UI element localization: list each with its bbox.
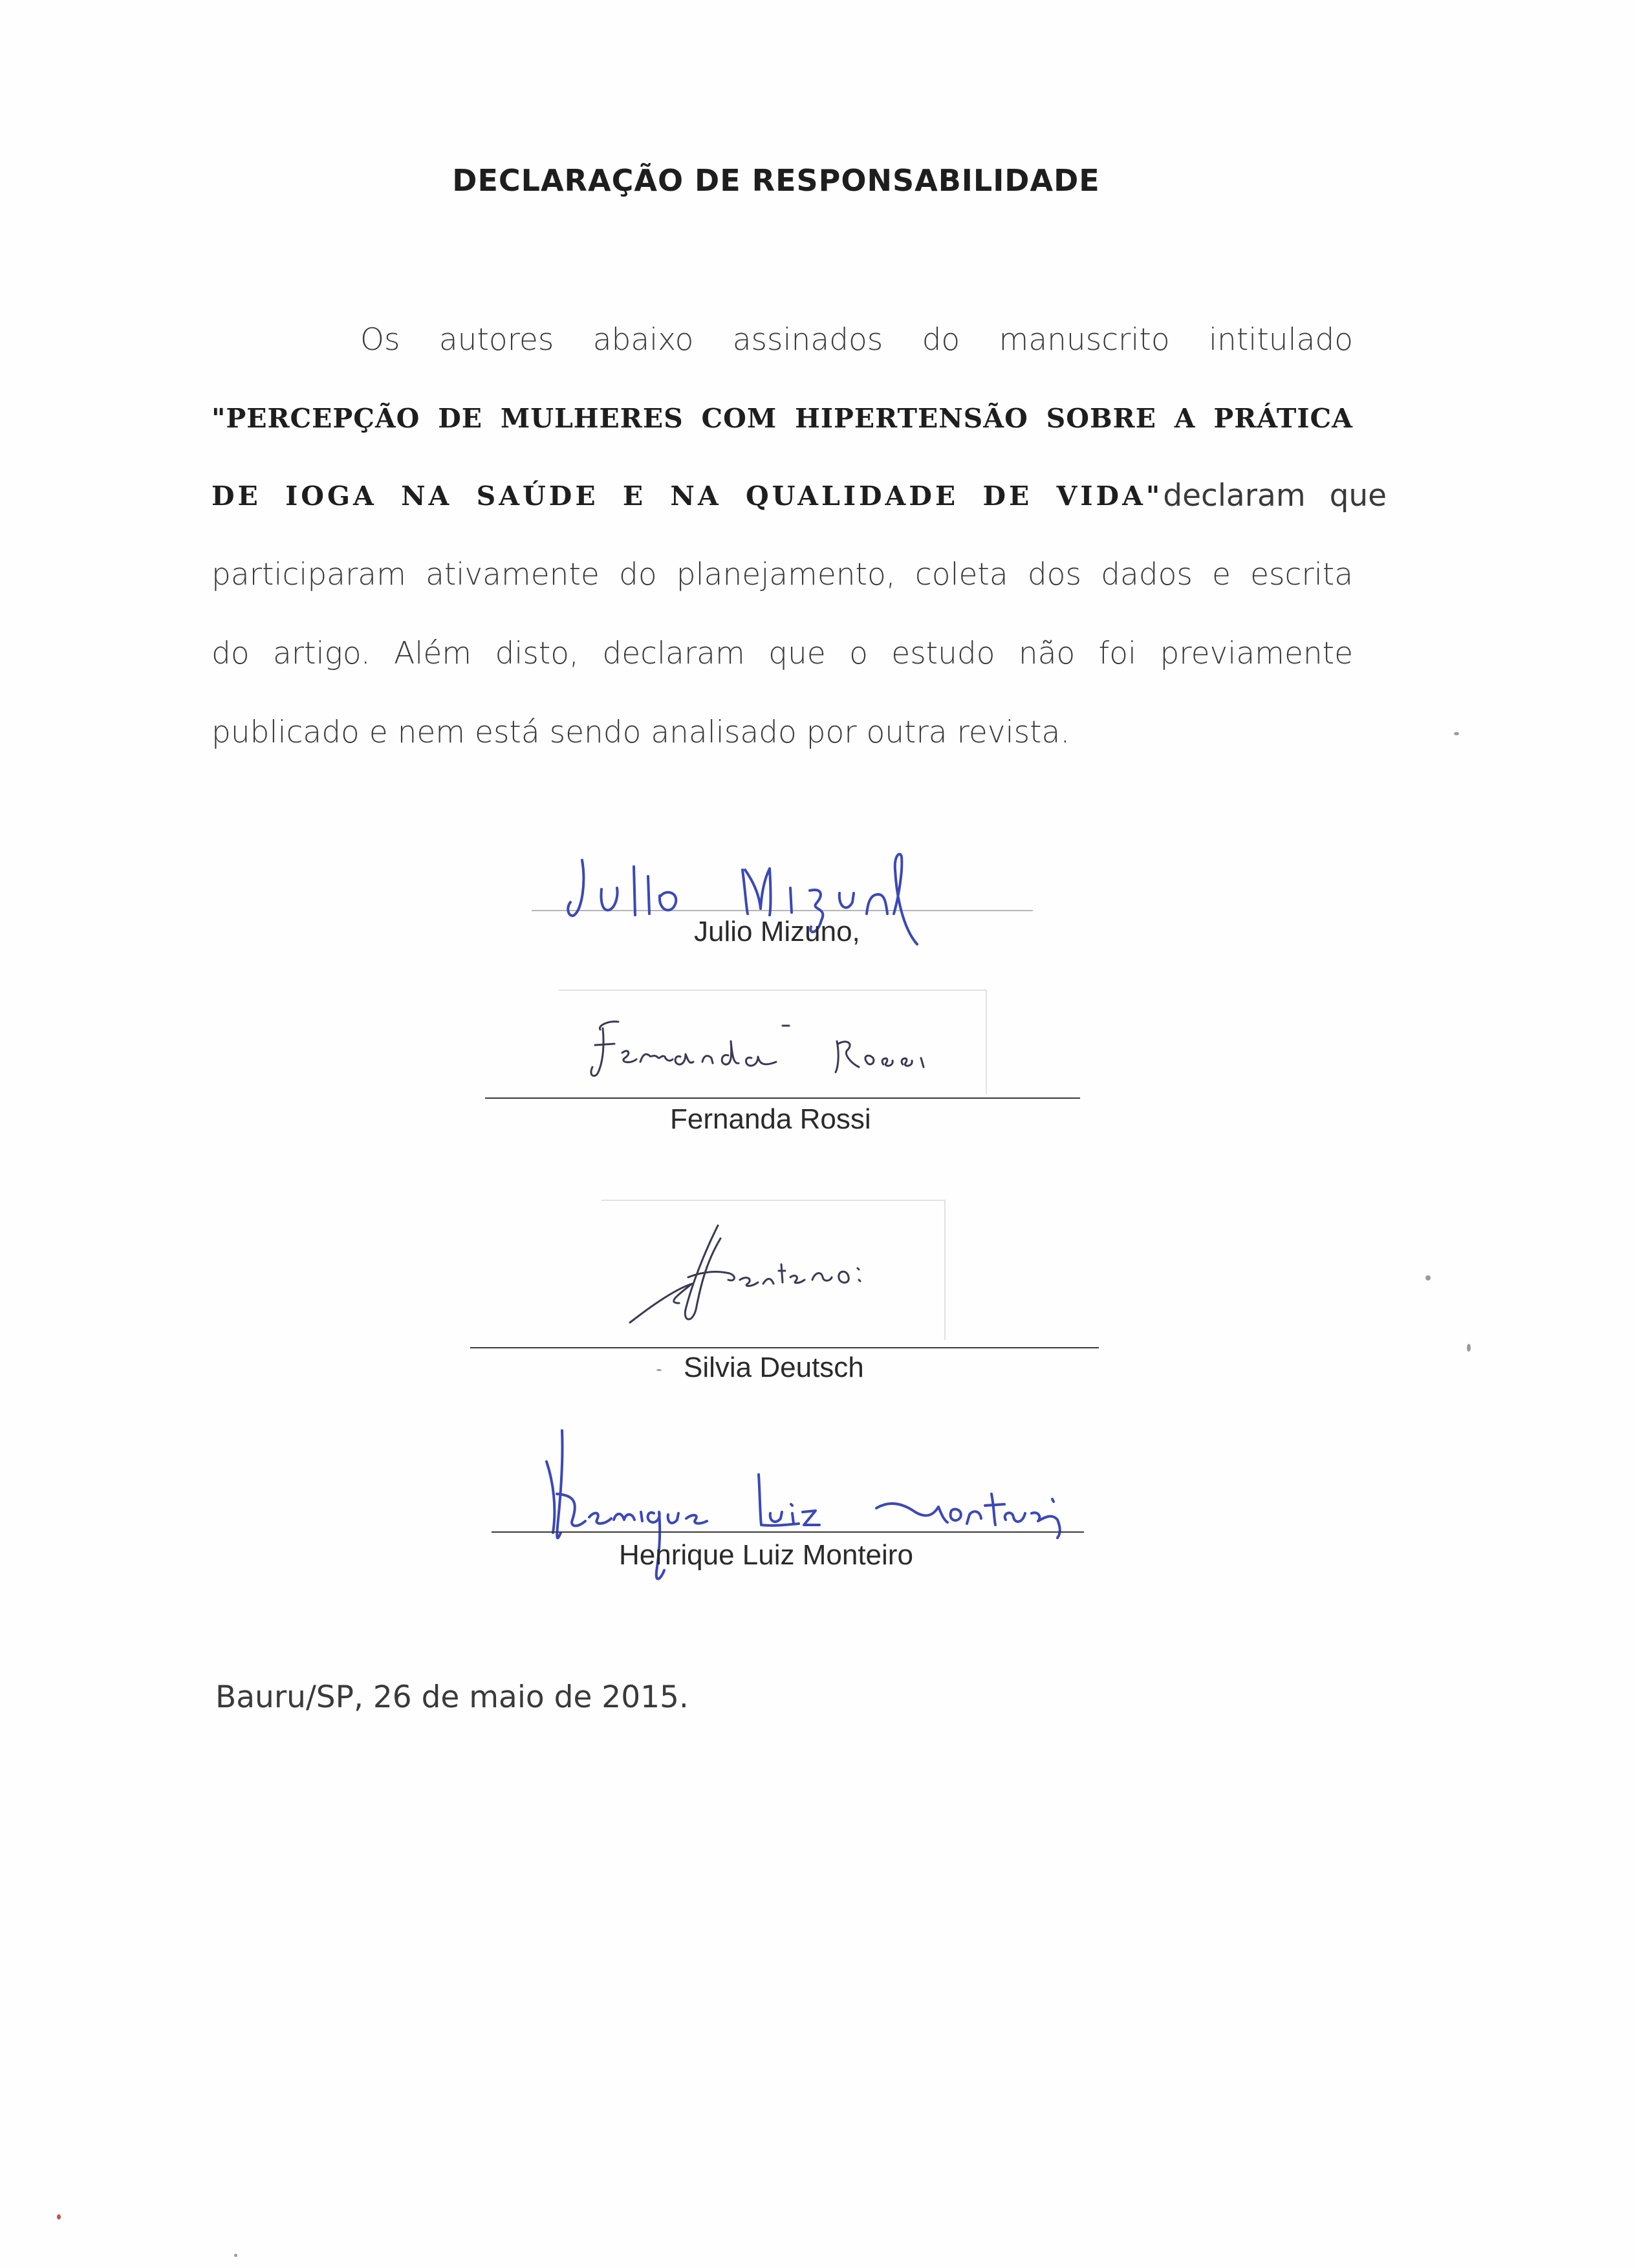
scan-speck [1454,732,1459,735]
paragraph-line-2 [211,379,1353,458]
open-quote: " [211,403,226,434]
signatory-name-3: Silvia Deutsch [684,1352,864,1383]
paragraph-line-5: do artigo. Além disto, declaram que o estudo não foi previamente [211,636,1353,671]
signature-line-4 [492,1531,1084,1533]
signature-fernanda-rossi [569,1002,957,1086]
scan-speck [656,1369,662,1371]
scan-speck [57,2214,61,2219]
place-and-date: Bauru/SP, 26 de maio de 2015. [215,1679,689,1715]
signature-line-2 [485,1097,1080,1099]
signatory-name-2: Fernanda Rossi [670,1103,871,1135]
paragraph-line-3 [211,457,1387,535]
signatory-name-4: Henrique Luiz Monteiro [619,1539,913,1571]
manuscript-title-part-1: PERCEPÇÃO DE MULHERES COM HIPERTENSÃO SOBRE A PRÁTICA [226,403,1353,434]
paragraph-line-3-rest: declaram que [1163,478,1387,513]
scan-speck [234,2254,237,2257]
signatory-name-1: Julio Mizuno, [694,916,860,947]
document-title: DECLARAÇÃO DE RESPONSABILIDADE [452,163,1100,198]
scan-speck [1425,1275,1431,1280]
paragraph-line-1: Os autores abaixo assinados do manuscrito intitulado [360,322,1353,358]
close-quote: " [1145,481,1164,512]
scan-speck [1467,1344,1471,1352]
paragraph-line-6: publicado e nem está sendo analisado por outra revista. [211,715,1070,750]
signature-line-3 [470,1347,1099,1348]
signature-silvia-deutsch [621,1213,944,1342]
manuscript-title-part-2: DE IOGA NA SAÚDE E NA QUALIDADE DE VIDA [211,481,1146,512]
paragraph-line-4: participaram ativamente do planejamento, coleta dos dados e escrita [211,557,1353,592]
